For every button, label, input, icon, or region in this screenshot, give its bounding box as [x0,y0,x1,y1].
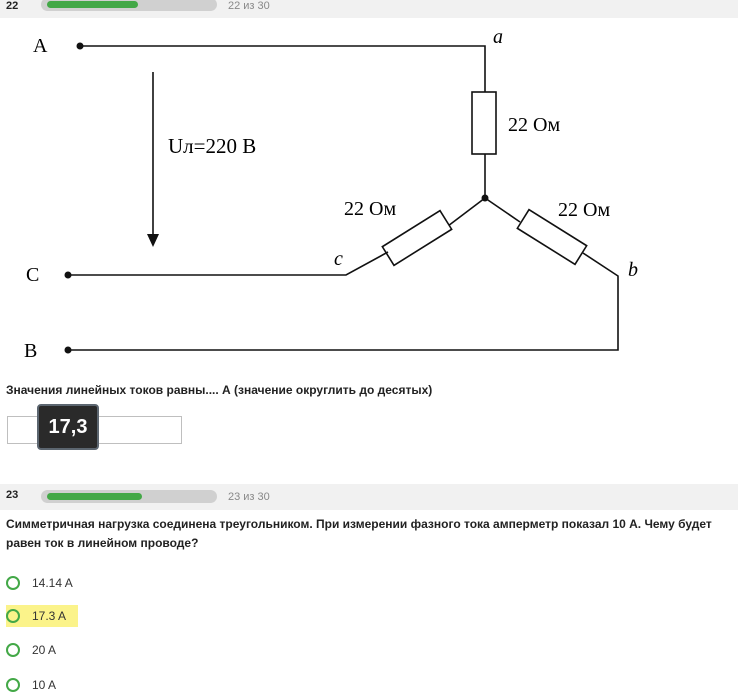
question-23-text-line2: равен ток в линейном проводе? [6,536,199,550]
question-23-text-line1: Симметричная нагрузка соединена треугольником. При измерении фазного тока амперметр показал 10 А. Чему будет [6,517,712,531]
option-label: 20 A [32,643,57,657]
terminal-c-dot [65,272,72,279]
node-label-c: c [334,248,343,270]
question-23-header [0,484,738,510]
resistor-label-left: 22 Ом [344,198,397,220]
option-1[interactable] [6,572,73,594]
radio-icon[interactable] [6,678,20,692]
option-3[interactable] [6,639,56,661]
option-4[interactable] [6,674,56,696]
question-number: 23 [6,489,19,501]
resistor-label-top: 22 Ом [508,114,561,136]
node-label-a: a [493,26,503,48]
option-2[interactable] [6,605,78,627]
voltage-label: Uл=220 В [168,134,257,158]
terminal-b-dot [65,347,72,354]
progress-count: 23 из 30 [228,491,270,503]
neutral-node-dot [482,195,489,202]
answer-value: 17,3 [37,404,99,450]
option-label: 14.14 A [32,576,73,590]
resistor-label-right: 22 Ом [558,199,611,221]
node-label-b: b [628,259,638,281]
radio-icon[interactable] [6,609,20,623]
option-label: 17.3 A [32,609,67,623]
node-label-B: B [24,340,38,362]
radio-icon[interactable] [6,576,20,590]
progress-fill [47,493,142,500]
radio-icon[interactable] [6,643,20,657]
node-label-A: A [33,35,48,57]
option-label: 10 A [32,678,57,692]
node-label-C: C [26,264,40,286]
question-22-text: Значения линейных токов равны.... А (значение округлить до десятых) [6,383,433,397]
question-number: 22 [6,0,19,12]
progress-bar [41,490,217,503]
progress-count: 22 из 30 [228,0,270,12]
terminal-a-dot [77,43,84,50]
